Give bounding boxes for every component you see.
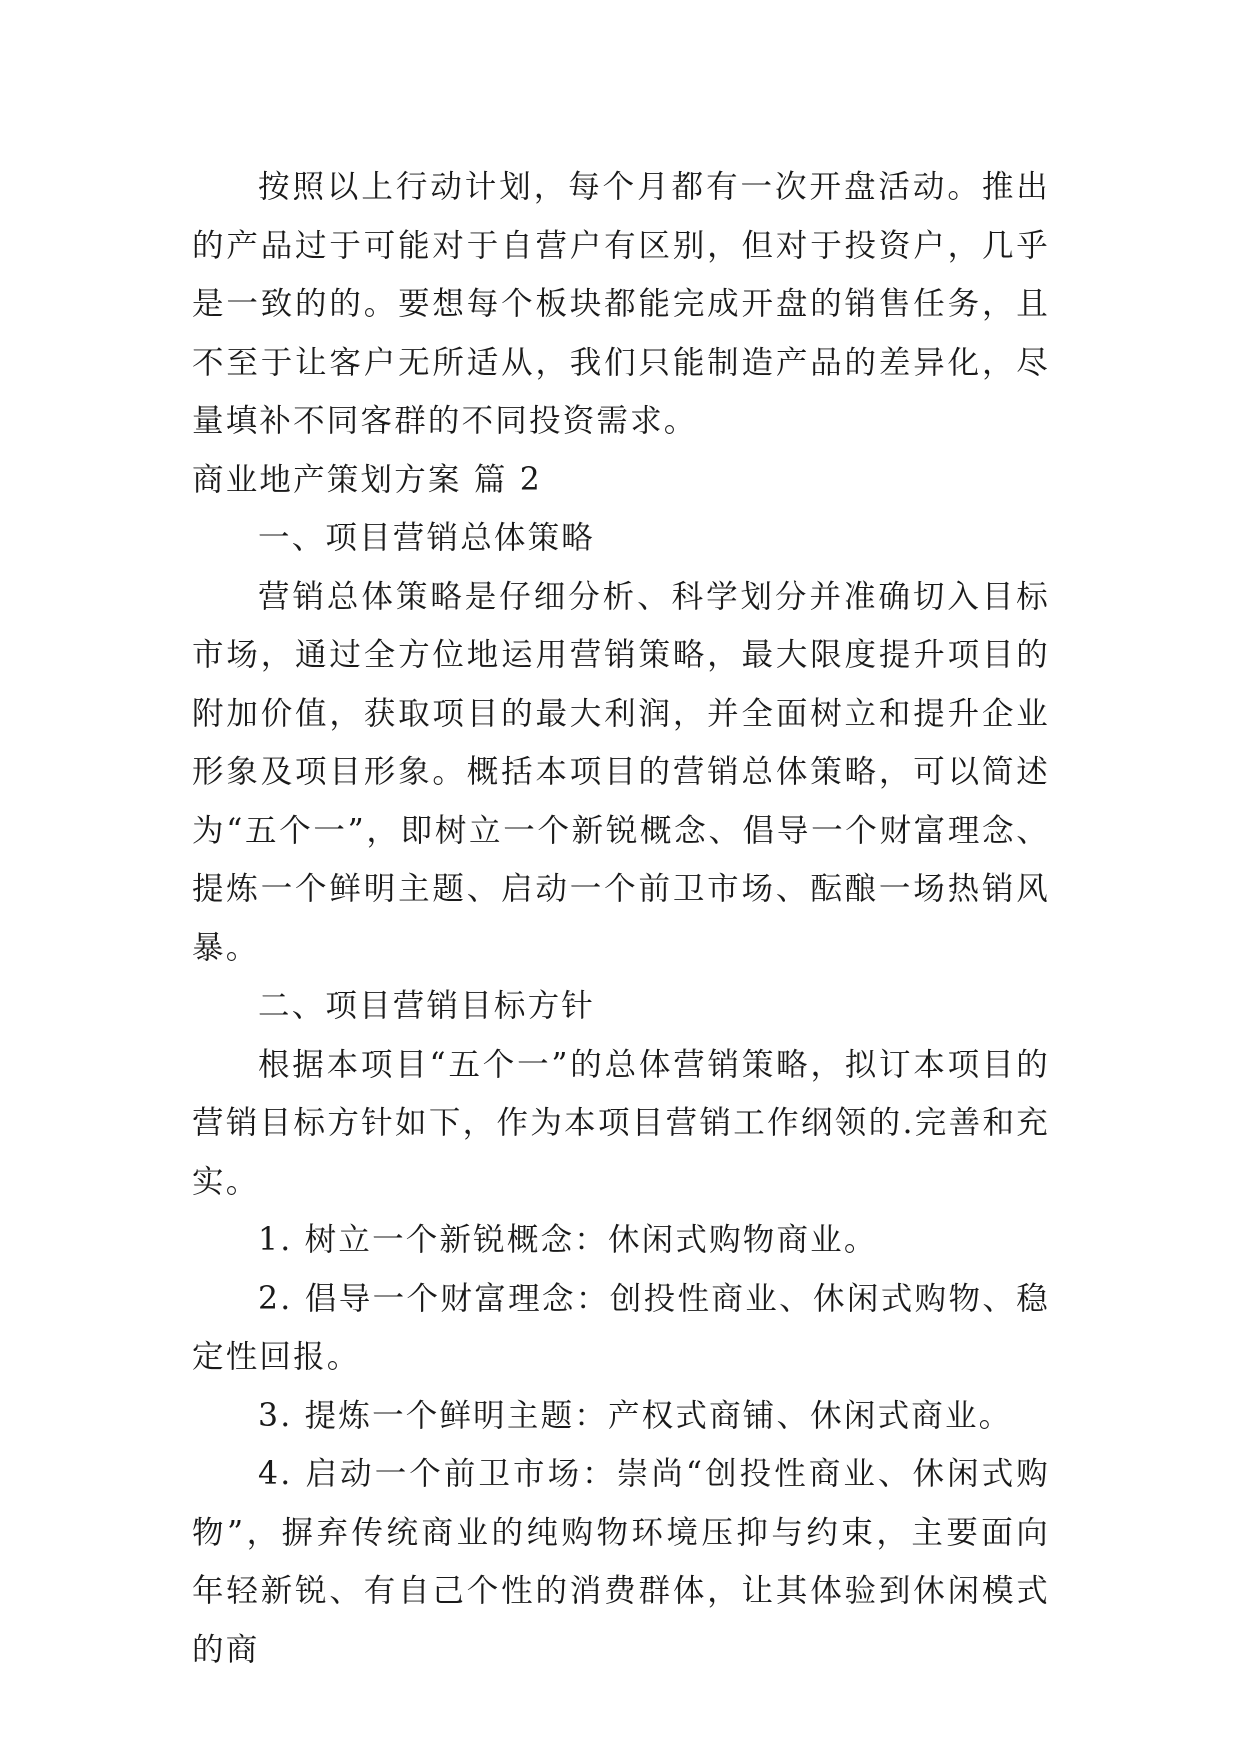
document-body xyxy=(192,158,1050,1679)
heading-target-policy: 二、项目营销目标方针 xyxy=(258,988,596,1024)
heading-overall-strategy: 一、项目营销总体策略 xyxy=(258,520,596,556)
list-item-3: 3. 提炼一个鲜明主题：产权式商铺、休闲式商业。 xyxy=(258,1397,1013,1434)
paragraph-target-policy: 根据本项目“五个一”的总体营销策略，拟订本项目的营销目标方针如下，作为本项目营销工作纲领的.完善和充实。 xyxy=(192,1046,1050,1200)
list-item-4: 4. 启动一个前卫市场：崇尚“创投性商业、休闲式购物”，摒弃传统商业的纯购物环境压抑与约束，主要面向年轻新锐、有自己个性的消费群体，让其体验到休闲模式的商 xyxy=(192,1456,1050,1668)
list-item-1: 1. 树立一个新锐概念：休闲式购物商业。 xyxy=(258,1222,878,1258)
section-title: 商业地产策划方案 篇 2 xyxy=(192,461,542,498)
list-item-2: 2. 倡导一个财富理念：创投性商业、休闲式购物、稳定性回报。 xyxy=(192,1280,1050,1375)
paragraph-overall-strategy: 营销总体策略是仔细分析、科学划分并准确切入目标市场，通过全方位地运用营销策略，最大限度提升项目的附加价值，获取项目的最大利润，并全面树立和提升企业形象及项目形象。概括本项目的营销总体策略，可以简述为“五个一”，即树立一个新锐概念、倡导一个财富理念、提炼一个鲜明主题、启动一个前卫市场、酝酿一场热销风暴。 xyxy=(192,578,1050,966)
paragraph-action-plan: 按照以上行动计划，每个月都有一次开盘活动。推出的产品过于可能对于自营户有区别，但对于投资户，几乎是一致的的。要想每个板块都能完成开盘的销售任务，且不至于让客户无所适从，我们只能制造产品的差异化，尽量填补不同客群的不同投资需求。 xyxy=(192,169,1050,439)
